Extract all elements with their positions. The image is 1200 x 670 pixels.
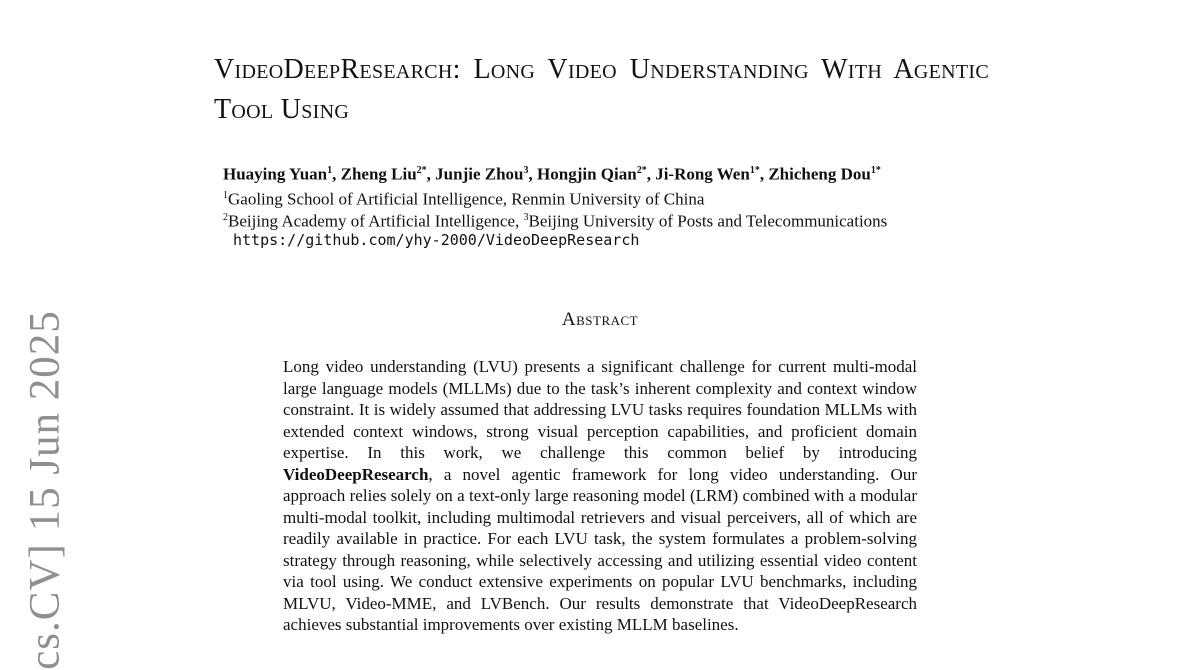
author-list: Huaying Yuan$^1$, Zheng Liu$^{2*}$, Junjie Zhou$^3$, Hongjin Qian$^{2*}$, Ji-Rong Wen$^{1*}$, Zhicheng Dou$^{1*}$ bbox=[223, 164, 881, 184]
affiliation-mark: 3 bbox=[523, 212, 529, 223]
author-name: Ji-Rong Wen bbox=[655, 164, 750, 184]
author-mark: 1* bbox=[749, 165, 760, 176]
abstract-text: Long video understanding (LVU) presents a significant challenge for current multi-modal large language models (MLLMs) due to the task’s inherent complexity and context window constraint. It is widely assumed that addressing LVU tasks requires foundation MLLMs with extended context windows, strong visual perception capabilities, and proficient domain expertise. In this work, we challenge this common belief by introducing bbox=[283, 357, 917, 462]
abstract-text: , a novel agentic framework for long video understanding. Our approach relies solely on a text-only large reasoning model (LRM) combined with a modular multi-modal toolkit, including multimodal retrievers and visual perceivers, all of which are readily available in practice. For each LVU task, the system formulates a problem-solving strategy through reasoning, while selectively accessing and utilizing essential video content via tool using. We conduct extensive experiments on popular LVU benchmarks, including MLVU, Video-MME, and LVBench. Our results demonstrate that VideoDeepResearch achieves substantial improvements over existing MLLM baselines. bbox=[283, 464, 917, 634]
abstract-system-name: VideoDeepResearch bbox=[283, 464, 429, 484]
github-link[interactable]: https://github.com/yhy-2000/VideoDeepResearch bbox=[233, 231, 640, 249]
abstract-body bbox=[283, 356, 917, 636]
affiliation-mark: 2 bbox=[223, 212, 228, 223]
paper-title: VideoDeepResearch: Long Video Understanding With Agentic Tool Using bbox=[214, 54, 989, 125]
author-mark: 1 bbox=[327, 165, 333, 176]
abstract-heading: Abstract bbox=[561, 309, 639, 330]
author-name: Zhicheng Dou bbox=[768, 164, 871, 184]
author-mark: 2* bbox=[416, 165, 427, 176]
author-name: Hongjin Qian bbox=[537, 164, 637, 184]
author-mark: 1* bbox=[870, 165, 881, 176]
arxiv-stamp: cs.CV] 15 Jun 2025 bbox=[21, 310, 69, 670]
author-name: Junjie Zhou bbox=[435, 164, 524, 184]
author-name: Huaying Yuan bbox=[223, 164, 328, 184]
author-mark: 2* bbox=[636, 165, 647, 176]
affiliation-text: Gaoling School of Artificial Intelligence, Renmin University of China bbox=[228, 189, 705, 209]
affiliation-text: Beijing Academy of Artificial Intelligence, bbox=[228, 211, 524, 231]
affiliation-mark: 1 bbox=[223, 190, 228, 201]
author-mark: 3 bbox=[523, 165, 529, 176]
author-name: Zheng Liu bbox=[340, 164, 417, 184]
affiliation-text: Beijing University of Posts and Telecommunications bbox=[528, 211, 888, 231]
